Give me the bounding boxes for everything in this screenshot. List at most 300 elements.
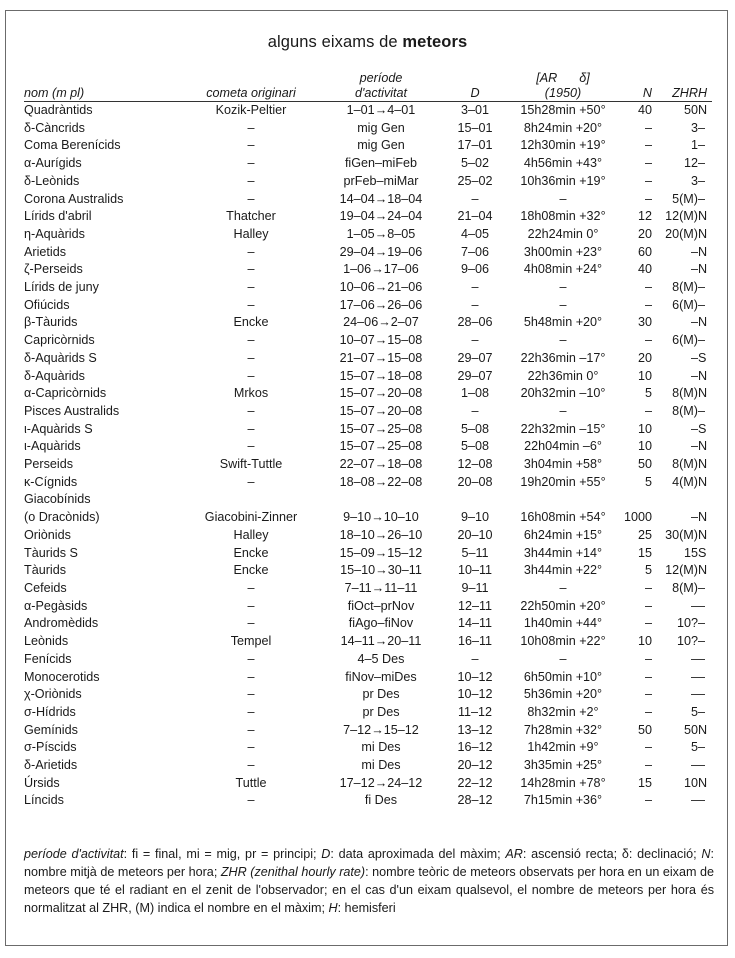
cell-n: 10 — [637, 439, 652, 454]
cell-comet: Encke — [233, 563, 269, 578]
cell-comet: – — [247, 403, 255, 418]
cell-name: Leònids — [24, 634, 69, 649]
cell-zhr: 12(M) — [665, 563, 698, 578]
cell-comet: Encke — [233, 315, 269, 330]
cell-period: mi Des — [361, 758, 401, 773]
cell-name: α-Capricòrnids — [24, 386, 107, 401]
cell-zhr: 12(M) — [665, 209, 698, 224]
table-row — [24, 350, 712, 368]
cell-h: – — [698, 156, 706, 171]
cell-zhr: – — [690, 350, 698, 365]
table-row — [24, 686, 712, 704]
cell-name: Úrsids — [24, 775, 60, 790]
cell-ar: 5h36min +20° — [523, 687, 603, 702]
cell-comet: Mrkos — [233, 386, 269, 401]
cell-zhr: 5(M) — [672, 191, 698, 206]
cell-n: – — [644, 120, 652, 135]
cell-ar: 5h48min +20° — [523, 315, 603, 330]
cell-n: 15 — [637, 545, 652, 560]
cell-zhr: – — [690, 687, 698, 702]
header-ar — [504, 63, 622, 102]
cell-period: 15–09→15–12 — [339, 545, 423, 560]
cell-ar: 14h28min +78° — [520, 775, 606, 790]
table-row — [24, 261, 712, 279]
cell-n: 30 — [637, 315, 652, 330]
cell-name: α-Pegàsids — [24, 598, 88, 613]
table-row — [24, 120, 712, 138]
cell-ar: 10h36min +19° — [520, 173, 606, 188]
cell-n: – — [644, 758, 652, 773]
cell-period: 24–06→2–07 — [343, 315, 419, 330]
cell-zhr: 1 — [690, 138, 698, 153]
cell-name: α-Aurígids — [24, 156, 82, 171]
table-row — [24, 580, 712, 598]
cell-n: 12 — [637, 209, 652, 224]
cell-period: 18–08→22–08 — [339, 474, 423, 489]
cell-max — [446, 491, 504, 509]
cell-max: 29–07 — [457, 368, 493, 383]
cell-ar: – — [559, 580, 567, 595]
cell-name: Monocerotids — [24, 669, 100, 684]
cell-h: N — [698, 722, 708, 737]
cell-n: 40 — [637, 103, 652, 117]
cell-n: 50 — [637, 722, 652, 737]
cell-comet: Tempel — [230, 634, 272, 649]
cell-n: – — [644, 687, 652, 702]
cell-ar: 6h50min +10° — [523, 669, 603, 684]
cell-name: ι-Aquàrids S — [24, 421, 93, 436]
cell-n: 50 — [637, 457, 652, 472]
table-row — [24, 669, 712, 687]
cell-period: 21–07→15–08 — [339, 350, 423, 365]
cell-h: – — [698, 120, 706, 135]
table-row — [24, 562, 712, 580]
cell-h: N — [698, 527, 708, 542]
cell-n: 40 — [637, 262, 652, 277]
note-term-n: N — [701, 847, 711, 861]
cell-h — [698, 491, 712, 509]
cell-name: δ-Aquàrids S — [24, 350, 97, 365]
cell-comet: Giacobini-Zinner — [204, 510, 298, 525]
cell-n: 10 — [637, 421, 652, 436]
cell-comet: – — [247, 793, 255, 808]
cell-h: – — [698, 333, 706, 348]
cell-ar: 22h50min +20° — [520, 598, 606, 613]
note-text-zhr: : nombre teòric de meteors observats per hora en un eixam de meteors que té el radiant en el zenit de l'observador; en el cas d'un eixam qualsevol, el nombre de meteors per hora és normalitzat al ZHR, (M) indica el nombre en el màxim; — [24, 865, 714, 915]
table-row — [24, 792, 712, 810]
cell-comet: – — [247, 262, 255, 277]
cell-period: fi Des — [364, 793, 398, 808]
cell-comet: Thatcher — [226, 209, 276, 224]
cell-ar: 8h32min +2° — [527, 704, 599, 719]
cell-n: 10 — [637, 368, 652, 383]
table-row — [24, 102, 712, 120]
table-row — [24, 173, 712, 191]
cell-ar: 4h08min +24° — [523, 262, 603, 277]
table-row — [24, 226, 712, 244]
table-row — [24, 244, 712, 262]
cell-max: 10–12 — [457, 687, 493, 702]
cell-max: 10–12 — [457, 669, 493, 684]
cell-max: 22–12 — [457, 775, 493, 790]
note-text-h: : hemisferi — [337, 901, 396, 915]
cell-n: – — [644, 740, 652, 755]
cell-n: 5 — [644, 563, 652, 578]
cell-period: fiOct–prNov — [347, 598, 415, 613]
cell-max: 16–11 — [457, 634, 493, 649]
cell-comet: – — [247, 704, 255, 719]
table-row — [24, 527, 712, 545]
cell-name: η-Aquàrids — [24, 226, 85, 241]
cell-ar: – — [559, 651, 567, 666]
cell-period: 15–07→25–08 — [339, 439, 423, 454]
cell-max: – — [471, 280, 479, 295]
cell-period: fiAgo–fiNov — [348, 616, 414, 631]
cell-h: S — [698, 545, 707, 560]
cell-h: N — [698, 315, 708, 330]
cell-max: 5–08 — [460, 439, 490, 454]
cell-comet: – — [247, 651, 255, 666]
cell-zhr: 8(M) — [672, 403, 698, 418]
cell-ar — [504, 491, 622, 509]
cell-zhr: 8(M) — [672, 386, 698, 401]
header-h: H — [698, 63, 712, 102]
cell-n: 15 — [637, 775, 652, 790]
cell-ar: – — [559, 403, 567, 418]
cell-period: prFeb–miMar — [343, 173, 419, 188]
cell-zhr: 3 — [690, 120, 698, 135]
cell-max: 9–11 — [461, 580, 489, 595]
cell-comet: – — [247, 687, 255, 702]
cell-ar: 18h08min +32° — [520, 209, 606, 224]
cell-name: (o Dracònids) — [24, 510, 100, 525]
header-zhr: ZHR — [652, 63, 698, 102]
cell-ar: 10h08min +22° — [520, 634, 606, 649]
cell-h: N — [698, 775, 708, 790]
cell-zhr: 30(M) — [665, 527, 698, 542]
header-period — [316, 63, 446, 102]
cell-max: 15–01 — [457, 120, 493, 135]
header-ar-label: [AR — [536, 71, 558, 85]
cell-period: 7–11→11–11 — [344, 580, 418, 595]
cell-n: – — [644, 704, 652, 719]
meteor-showers-table — [24, 63, 712, 810]
cell-ar: 20h32min –10° — [520, 386, 606, 401]
cell-comet: – — [247, 580, 255, 595]
cell-h: – — [698, 580, 706, 595]
cell-zhr: – — [690, 758, 698, 773]
cell-period: 15–07→20–08 — [339, 386, 423, 401]
cell-ar: 3h35min +25° — [523, 758, 603, 773]
cell-ar: 22h24min 0° — [527, 226, 599, 241]
cell-name: δ-Arietids — [24, 758, 78, 773]
cell-name: Lírids de juny — [24, 280, 99, 295]
cell-zhr: – — [690, 510, 698, 525]
cell-max: – — [471, 651, 479, 666]
cell-zhr: – — [690, 315, 698, 330]
cell-name: σ-Píscids — [24, 740, 77, 755]
cell-n: – — [644, 580, 652, 595]
cell-zhr — [652, 491, 698, 509]
table-row — [24, 651, 712, 669]
cell-period: 14–04→18–04 — [339, 191, 423, 206]
note-text-period: : fi = final, mi = mig, pr = principi; — [123, 847, 322, 861]
cell-name: Fenícids — [24, 651, 72, 666]
table-row — [24, 509, 712, 527]
header-period-line2: d'activitat — [354, 86, 408, 100]
cell-max: 4–05 — [460, 226, 490, 241]
cell-max: 20–12 — [457, 758, 493, 773]
cell-period: mi Des — [361, 740, 401, 755]
cell-h: N — [698, 262, 708, 277]
cell-period: 1–06→17–06 — [343, 262, 419, 277]
cell-n: – — [644, 793, 652, 808]
header-n: N — [622, 63, 652, 102]
cell-max: 13–12 — [457, 722, 493, 737]
cell-n: 25 — [637, 527, 652, 542]
cell-name: χ-Oriònids — [24, 687, 82, 702]
cell-period: 14–11→20–11 — [340, 634, 422, 649]
table-row — [24, 208, 712, 226]
cell-period: 17–06→26–06 — [339, 297, 423, 312]
cell-ar: – — [559, 280, 567, 295]
cell-zhr: – — [690, 598, 698, 613]
cell-comet: – — [247, 740, 255, 755]
table-row — [24, 368, 712, 386]
cell-zhr: 8(M) — [672, 280, 698, 295]
cell-comet: Halley — [233, 527, 269, 542]
table-row — [24, 491, 712, 509]
cell-period: 10–07→15–08 — [339, 333, 423, 348]
cell-ar: 12h30min +19° — [520, 138, 606, 153]
cell-max: 10–11 — [457, 563, 493, 578]
cell-n: – — [644, 138, 652, 153]
cell-h: N — [698, 103, 708, 117]
table-row — [24, 456, 712, 474]
cell-ar: 22h36min –17° — [520, 350, 606, 365]
cell-max: 5–08 — [460, 421, 490, 436]
cell-h: – — [698, 138, 706, 153]
header-ar-line2: (1950) — [544, 86, 582, 100]
table-body — [24, 102, 712, 811]
cell-name: Tàurids S — [24, 545, 78, 560]
cell-h: N — [698, 226, 708, 241]
note-term-ar: AR — [505, 847, 523, 861]
cell-zhr: 8(M) — [672, 457, 698, 472]
table-row — [24, 191, 712, 209]
cell-n: – — [644, 156, 652, 171]
cell-comet: – — [247, 439, 255, 454]
cell-ar: 1h40min +44° — [523, 616, 603, 631]
note-text-n: : nombre mitjà de meteors per hora; — [24, 847, 714, 879]
note-term-h: H — [328, 901, 338, 915]
table-row — [24, 598, 712, 616]
cell-h: N — [698, 563, 708, 578]
cell-period: 4–5 Des — [357, 651, 405, 666]
cell-h: – — [698, 403, 706, 418]
cell-comet: – — [247, 669, 255, 684]
cell-max: 5–02 — [460, 156, 490, 171]
cell-n: – — [644, 598, 652, 613]
cell-comet: – — [247, 758, 255, 773]
cell-name: Lírids d'abril — [24, 209, 92, 224]
cell-zhr: 10? — [676, 616, 698, 631]
cell-n: – — [644, 403, 652, 418]
cell-max: 1–08 — [460, 386, 490, 401]
cell-max: 12–11 — [457, 598, 493, 613]
cell-zhr: 20(M) — [665, 226, 698, 241]
cell-n: – — [644, 280, 652, 295]
cell-comet: – — [247, 333, 255, 348]
cell-comet: – — [247, 350, 255, 365]
cell-max: 5–11 — [461, 545, 489, 560]
page-title — [0, 33, 735, 52]
cell-h: – — [698, 669, 706, 684]
cell-name: δ-Aquàrids — [24, 368, 85, 383]
cell-comet: Kozik-Peltier — [215, 103, 287, 117]
cell-max: 28–12 — [457, 793, 493, 808]
cell-zhr: 3 — [690, 173, 698, 188]
cell-h: N — [698, 209, 708, 224]
table-row — [24, 279, 712, 297]
cell-comet: – — [247, 598, 255, 613]
cell-max: 17–01 — [457, 138, 493, 153]
cell-comet: Swift-Tuttle — [219, 457, 283, 472]
cell-name: δ-Leònids — [24, 173, 80, 188]
table-row — [24, 739, 712, 757]
cell-zhr: 50 — [683, 103, 698, 117]
cell-period: fiGen–miFeb — [344, 156, 418, 171]
note-term-period: període d'activitat — [24, 847, 124, 861]
cell-ar: 3h44min +22° — [523, 563, 603, 578]
cell-name: Corona Australids — [24, 191, 124, 206]
cell-comet: Halley — [233, 226, 269, 241]
cell-period: 10–06→21–06 — [339, 280, 423, 295]
cell-max: 7–06 — [460, 244, 490, 259]
cell-h: – — [698, 616, 706, 631]
cell-max: – — [471, 403, 479, 418]
cell-n: 20 — [637, 350, 652, 365]
cell-name: κ-Cígnids — [24, 474, 78, 489]
cell-max: 28–06 — [457, 315, 493, 330]
cell-max: 25–02 — [457, 173, 493, 188]
header-name: nom (m pl) — [24, 63, 186, 102]
cell-zhr: 4(M) — [672, 474, 698, 489]
cell-ar: 3h00min +23° — [523, 244, 603, 259]
table-row — [24, 297, 712, 315]
cell-max: – — [471, 333, 479, 348]
cell-h: N — [698, 510, 708, 525]
cell-ar: 7h28min +32° — [523, 722, 603, 737]
cell-comet: – — [247, 297, 255, 312]
cell-comet: – — [247, 138, 255, 153]
title-text: alguns eixams de — [267, 33, 398, 51]
cell-n: – — [644, 173, 652, 188]
cell-n: 60 — [637, 244, 652, 259]
cell-ar: 16h08min +54° — [520, 510, 606, 525]
table-row — [24, 155, 712, 173]
cell-period: 15–07→25–08 — [339, 421, 423, 436]
cell-comet: – — [247, 120, 255, 135]
cell-h: – — [698, 280, 706, 295]
cell-h: – — [698, 297, 706, 312]
cell-ar: 22h04min –6° — [524, 439, 602, 454]
table-row — [24, 474, 712, 492]
cell-zhr: 12 — [683, 156, 698, 171]
note-text-d: : data aproximada del màxim; — [330, 847, 506, 861]
cell-period: 17–12→24–12 — [339, 775, 423, 790]
cell-zhr: – — [690, 651, 698, 666]
cell-h: – — [698, 634, 706, 649]
cell-n: 20 — [637, 226, 652, 241]
cell-h: – — [698, 758, 706, 773]
cell-period: 1–05→8–05 — [346, 226, 416, 241]
cell-max: 12–08 — [457, 457, 493, 472]
cell-comet: – — [247, 173, 255, 188]
cell-max: 14–11 — [457, 616, 493, 631]
cell-name: β-Tàurids — [24, 315, 78, 330]
cell-h: N — [698, 244, 708, 259]
cell-n: – — [644, 651, 652, 666]
table-header-row — [24, 63, 712, 102]
cell-period: 19–04→24–04 — [339, 209, 423, 224]
cell-name: δ-Càncrids — [24, 120, 85, 135]
cell-period: 22–07→18–08 — [339, 457, 423, 472]
cell-ar: 22h36min 0° — [527, 368, 599, 383]
cell-h: – — [698, 740, 706, 755]
cell-comet: – — [247, 474, 255, 489]
cell-comet: Encke — [233, 545, 269, 560]
cell-name: Tàurids — [24, 563, 66, 578]
cell-comet: – — [247, 244, 255, 259]
cell-n: – — [644, 669, 652, 684]
cell-ar: – — [559, 333, 567, 348]
cell-max: 20–10 — [457, 527, 493, 542]
cell-max: 16–12 — [457, 740, 493, 755]
cell-name: Andromèdids — [24, 616, 99, 631]
cell-ar: 19h20min +55° — [520, 474, 606, 489]
cell-zhr: 6(M) — [672, 297, 698, 312]
cell-period — [316, 491, 446, 509]
cell-max: 21–04 — [457, 209, 493, 224]
cell-zhr: – — [690, 244, 698, 259]
table-row — [24, 775, 712, 793]
cell-name: ι-Aquàrids — [24, 439, 81, 454]
cell-zhr: 10? — [676, 634, 698, 649]
cell-comet: Tuttle — [235, 775, 267, 790]
cell-h: N — [698, 368, 708, 383]
cell-zhr: 6(M) — [672, 333, 698, 348]
cell-name: Arietids — [24, 244, 66, 259]
table-row — [24, 545, 712, 563]
table-row — [24, 438, 712, 456]
cell-period: 1–01→4–01 — [346, 103, 416, 117]
cell-period: 18–10→26–10 — [339, 527, 423, 542]
cell-zhr: 15 — [683, 545, 698, 560]
cell-name: Oriònids — [24, 527, 71, 542]
note-text-ar: : ascensió recta; δ: declinació; — [522, 847, 702, 861]
cell-comet: – — [247, 191, 255, 206]
cell-name: Líncids — [24, 793, 64, 808]
cell-name: σ-Hídrids — [24, 704, 76, 719]
cell-period: pr Des — [362, 704, 400, 719]
cell-h: – — [698, 687, 706, 702]
header-comet: cometa originari — [186, 63, 316, 102]
cell-ar: 1h42min +9° — [527, 740, 599, 755]
cell-n: 5 — [644, 386, 652, 401]
table-row — [24, 314, 712, 332]
cell-zhr: – — [690, 793, 698, 808]
